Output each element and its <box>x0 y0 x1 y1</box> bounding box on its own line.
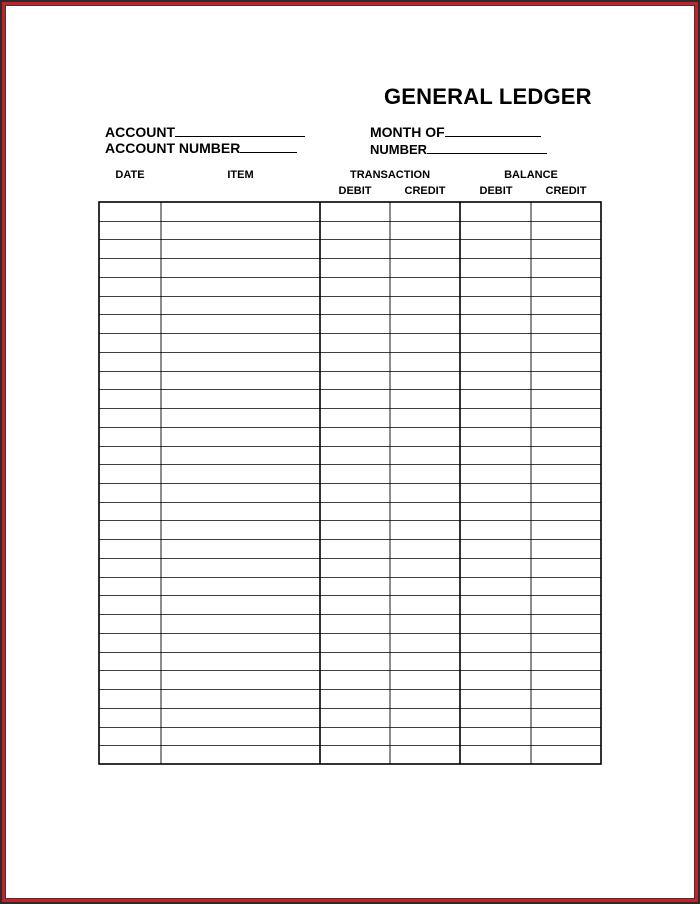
month-of-label: MONTH OF <box>370 124 445 140</box>
header-date: DATE <box>115 169 145 181</box>
header-transaction: TRANSACTION <box>349 169 431 181</box>
account-number-label: ACCOUNT NUMBER <box>105 140 241 156</box>
table-outer-border <box>99 202 601 764</box>
number-label: NUMBER <box>370 142 428 157</box>
header-item: ITEM <box>227 169 254 181</box>
page-title: GENERAL LEDGER <box>384 84 592 109</box>
account-label: ACCOUNT <box>105 124 175 140</box>
header-transaction-credit: CREDIT <box>404 185 446 197</box>
header-balance-debit: DEBIT <box>479 185 513 197</box>
header-transaction-debit: DEBIT <box>338 185 372 197</box>
header-balance-credit: CREDIT <box>545 185 587 197</box>
header-balance: BALANCE <box>504 169 558 181</box>
